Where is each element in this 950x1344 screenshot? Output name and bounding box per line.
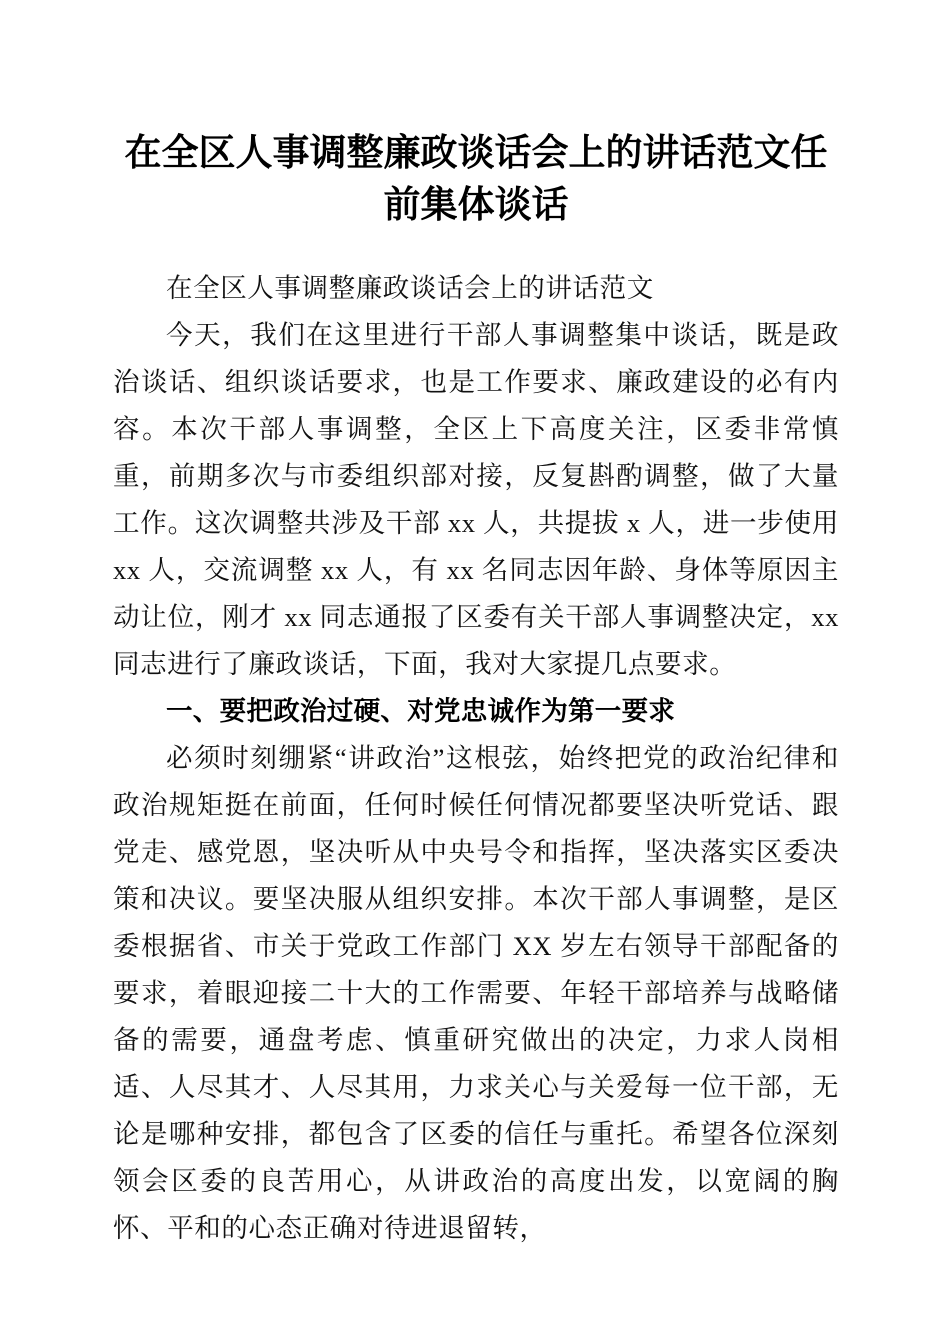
section-1-body-paragraph: 必须时刻绷紧“讲政治”这根弦，始终把党的政治纪律和政治规矩挺在前面，任何时候任何情况都要坚决听党话、跟党走、感党恩，坚决听从中央号令和指挥，坚决落实区委决策和决议。要坚决服从组织安排。本次干部人事调整，是区委根据省、市关于党政工作部门 XX 岁左右领导干部配备的要求，着眼迎接二十大的工作需要、年轻干部培养与战略储备的需要，通盘考虑、慎重研究做出的决定，力求人岗相适、人尽其才、人尽其用，力求关心与关爱每一位干部，无论是哪种安排，都包含了区委的信任与重托。希望各位深刻领会区委的良苦用心，从讲政治的高度出发，以宽阔的胸怀、平和的心态正确对待进退留转， [113,743,839,1243]
section-heading-1: 一、要把政治过硬、对党忠诚作为第一要求 [166,696,676,726]
intro-paragraph: 今天，我们在这里进行干部人事调整集中谈话，既是政治谈话、组织谈话要求，也是工作要求、廉政建设的必有内容。本次干部人事调整，全区上下高度关注，区委非常慎重，前期多次与市委组织部对接，反复斟酌调整，做了大量工作。这次调整共涉及干部 xx 人，共提拔 x 人，进一步使用 xx 人，交流调整 xx 人，有 xx 名同志因年龄、身体等原因主动让位，刚才 xx 同志通报了区委有关干部人事调整决定，xx 同志进行了廉政谈话，下面，我对大家提几点要求。 [113,320,839,679]
page-title [113,0,839,232]
page-title-line-1: 在全区人事调整廉政谈话会上的讲话范文任前 [124,133,828,226]
page-title-line-2: 集体谈话 [420,185,569,226]
page-content [113,0,839,1252]
subtitle-paragraph: 在全区人事调整廉政谈话会上的讲话范文 [166,273,654,303]
